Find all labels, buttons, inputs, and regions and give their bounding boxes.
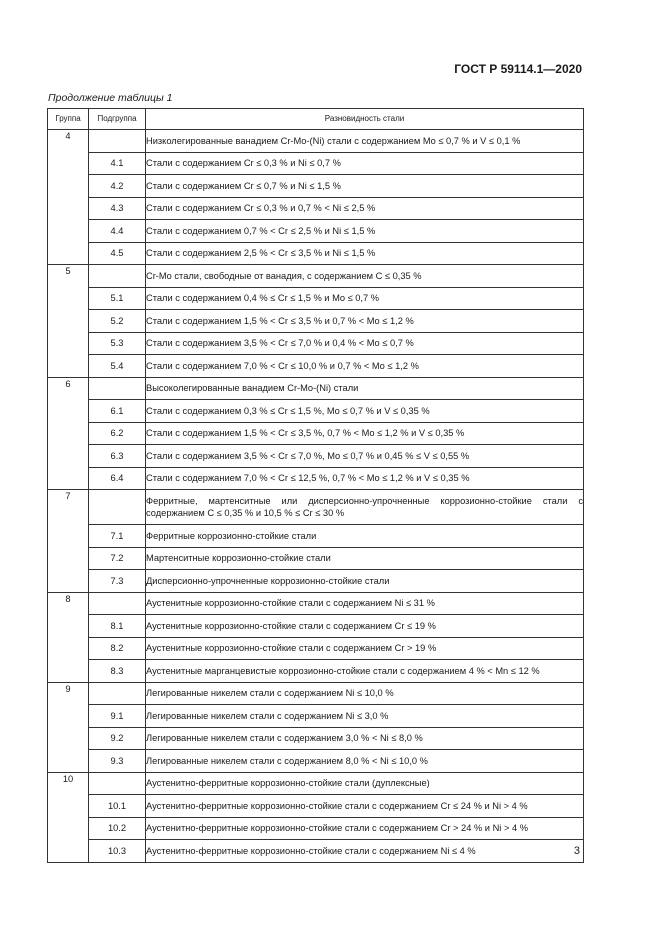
group-number: 7 [48,490,89,593]
subgroup-row [48,400,584,423]
subgroup-number: 6.2 [89,422,146,445]
subgroup-number: 9.3 [89,750,146,773]
subgroup-description: Аустенитно-ферритные коррозионно-стойкие стали с содержанием Ni ≤ 4 % [146,840,584,863]
subgroup-description: Стали с содержанием 0,4 % ≤ Cr ≤ 1,5 % и Mo ≤ 0,7 % [146,287,584,310]
subgroup-description: Стали с содержанием 3,5 % < Cr ≤ 7,0 % и 0,4 % < Mo ≤ 0,7 % [146,332,584,355]
subgroup-number: 5.4 [89,355,146,378]
subgroup-number: 4.4 [89,220,146,243]
page-number: 3 [573,845,580,857]
subgroup-description: Стали с содержанием 7,0 % < Cr ≤ 10,0 % и 0,7 % < Mo ≤ 1,2 % [146,355,584,378]
subgroup-number: 10.1 [89,795,146,818]
header-group: Группа [48,109,89,130]
subgroup-description: Легированные никелем стали с содержанием Ni ≤ 3,0 % [146,705,584,728]
subgroup-row [48,422,584,445]
group-row-6 [48,377,584,400]
subgroup-number: 6.4 [89,467,146,490]
group-row-9 [48,682,584,705]
group-title: Высоколегированные ванадием Cr-Mo-(Ni) стали [146,377,584,400]
subgroup-number: 9.2 [89,727,146,750]
group-number: 5 [48,265,89,378]
subgroup-description: Стали с содержанием 3,5 % < Cr ≤ 7,0 %, Mo ≤ 0,7 % и 0,45 % ≤ V ≤ 0,55 % [146,445,584,468]
subgroup-row [48,817,584,840]
subgroup-row [48,840,584,863]
subgroup-row [48,525,584,548]
subgroup-number: 5.2 [89,310,146,333]
group-row-5 [48,265,584,288]
subgroup-row [48,220,584,243]
subgroup-row [48,332,584,355]
subgroup-row [48,152,584,175]
steel-groups-table [47,108,584,863]
group-title: Аустенитно-ферритные коррозионно-стойкие стали (дуплексные) [146,772,584,795]
subgroup-description: Стали с содержанием 0,7 % < Cr ≤ 2,5 % и Ni ≤ 1,5 % [146,220,584,243]
subgroup-number: 4.1 [89,152,146,175]
subgroup-description: Стали с содержанием 0,3 % ≤ Cr ≤ 1,5 %, Mo ≤ 0,7 % и V ≤ 0,35 % [146,400,584,423]
subgroup-number: 8.3 [89,660,146,683]
group-number: 9 [48,682,89,772]
subgroup-row [48,660,584,683]
subgroup-row [48,310,584,333]
subgroup-description: Легированные никелем стали с содержанием 8,0 % < Ni ≤ 10,0 % [146,750,584,773]
subgroup-number: 10.2 [89,817,146,840]
subgroup-number: 8.2 [89,637,146,660]
subgroup-number: 6.1 [89,400,146,423]
group-title: Аустенитные коррозионно-стойкие стали с содержанием Ni ≤ 31 % [146,592,584,615]
group-title: Низколегированные ванадием Cr-Mo-(Ni) стали с содержанием Mo ≤ 0,7 % и V ≤ 0,1 % [146,130,584,153]
subgroup-row [48,750,584,773]
group-row-4 [48,130,584,153]
subgroup-row [48,197,584,220]
subgroup-row [48,727,584,750]
group-number: 10 [48,772,89,862]
subgroup-description: Стали с содержанием Cr ≤ 0,3 % и 0,7 % < Ni ≤ 2,5 % [146,197,584,220]
subgroup-description: Стали с содержанием 1,5 % < Cr ≤ 3,5 %, 0,7 % < Mo ≤ 1,2 % и V ≤ 0,35 % [146,422,584,445]
subgroup-number: 5.3 [89,332,146,355]
header-subgroup: Подгруппа [89,109,146,130]
subgroup-description: Аустенитные марганцевистые коррозионно-стойкие стали с содержанием 4 % < Mn ≤ 12 % [146,660,584,683]
group-number: 8 [48,592,89,682]
subgroup-description: Дисперсионно-упрочненные коррозионно-стойкие стали [146,570,584,593]
table-caption: Продолжение таблицы 1 [48,92,173,104]
group-title: Ферритные, мартенситные или дисперсионно-упрочненные коррозионно-стойкие стали с содержанием C ≤ 0,35 % и 10,5 % ≤ Cr ≤ 30 % [146,490,584,525]
subgroup-description: Ферритные коррозионно-стойкие стали [146,525,584,548]
subgroup-description: Стали с содержанием 1,5 % < Cr ≤ 3,5 % и 0,7 % < Mo ≤ 1,2 % [146,310,584,333]
subgroup-description: Мартенситные коррозионно-стойкие стали [146,547,584,570]
subgroup-number: 9.1 [89,705,146,728]
table-header-row [48,109,584,130]
subgroup-number: 10.3 [89,840,146,863]
subgroup-description: Аустенитные коррозионно-стойкие стали с содержанием Cr > 19 % [146,637,584,660]
subgroup-description: Стали с содержанием Cr ≤ 0,3 % и Ni ≤ 0,7 % [146,152,584,175]
subgroup-row [48,175,584,198]
group-row-10 [48,772,584,795]
header-steel-type: Разновидность стали [146,109,584,130]
group-row-7 [48,490,584,525]
subgroup-row [48,242,584,265]
subgroup-row [48,445,584,468]
subgroup-number: 4.2 [89,175,146,198]
subgroup-row [48,467,584,490]
subgroup-row [48,287,584,310]
subgroup-description: Аустенитно-ферритные коррозионно-стойкие стали с содержанием Cr ≤ 24 % и Ni > 4 % [146,795,584,818]
subgroup-number: 5.1 [89,287,146,310]
subgroup-number: 7.1 [89,525,146,548]
group-number: 4 [48,130,89,265]
subgroup-row [48,570,584,593]
subgroup-description: Аустенитные коррозионно-стойкие стали с содержанием Cr ≤ 19 % [146,615,584,638]
group-row-8 [48,592,584,615]
group-title: Легированные никелем стали с содержанием Ni ≤ 10,0 % [146,682,584,705]
document-code: ГОСТ Р 59114.1—2020 [454,62,582,76]
subgroup-description: Стали с содержанием 7,0 % < Cr ≤ 12,5 %, 0,7 % < Mo ≤ 1,2 % и V ≤ 0,35 % [146,467,584,490]
subgroup-row [48,795,584,818]
subgroup-row [48,615,584,638]
subgroup-description: Легированные никелем стали с содержанием 3,0 % < Ni ≤ 8,0 % [146,727,584,750]
subgroup-number: 7.2 [89,547,146,570]
subgroup-number: 6.3 [89,445,146,468]
group-title: Cr-Mo стали, свободные от ванадия, с содержанием C ≤ 0,35 % [146,265,584,288]
subgroup-number: 4.3 [89,197,146,220]
subgroup-number: 7.3 [89,570,146,593]
subgroup-description: Стали с содержанием Cr ≤ 0,7 % и Ni ≤ 1,5 % [146,175,584,198]
subgroup-number: 4.5 [89,242,146,265]
subgroup-row [48,547,584,570]
subgroup-row [48,637,584,660]
subgroup-description: Аустенитно-ферритные коррозионно-стойкие стали с содержанием Cr > 24 % и Ni > 4 % [146,817,584,840]
subgroup-description: Стали с содержанием 2,5 % < Cr ≤ 3,5 % и Ni ≤ 1,5 % [146,242,584,265]
subgroup-number: 8.1 [89,615,146,638]
group-number: 6 [48,377,89,490]
subgroup-row [48,355,584,378]
subgroup-row [48,705,584,728]
